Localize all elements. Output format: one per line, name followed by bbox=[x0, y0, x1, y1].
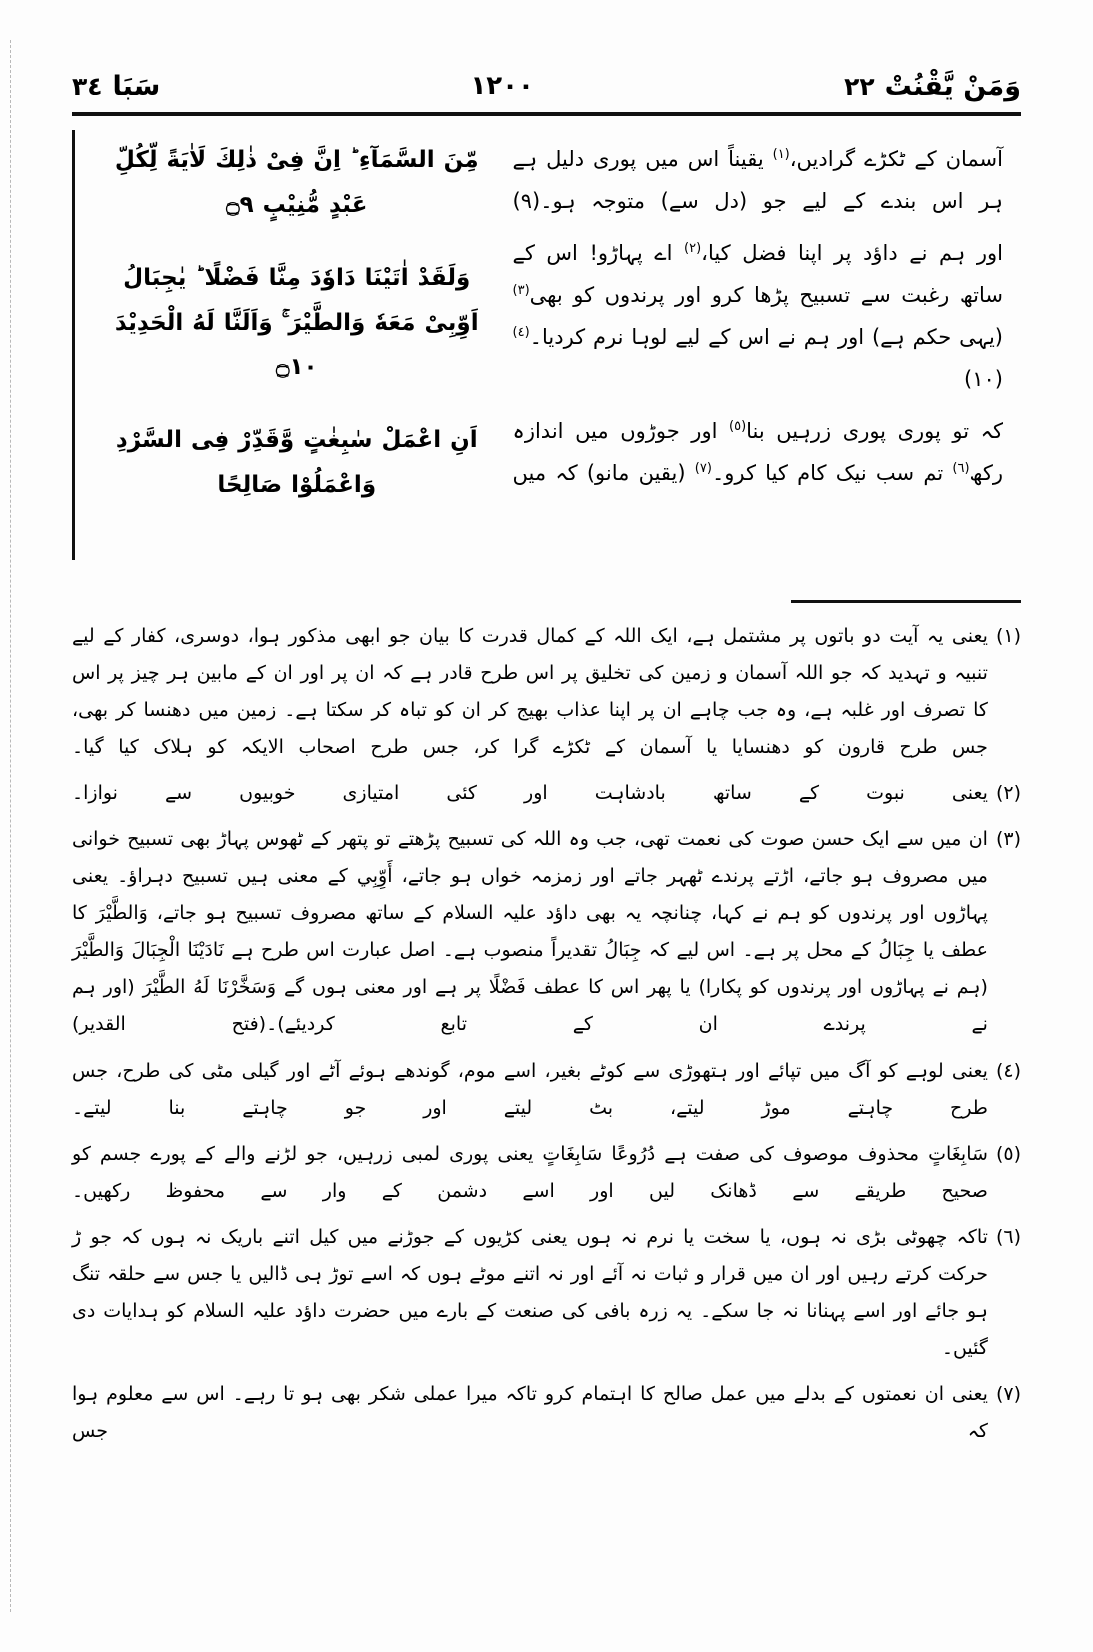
footnote-item bbox=[72, 1053, 1021, 1127]
footnote-marker: (٤) bbox=[995, 1059, 1021, 1082]
footnotes-section bbox=[72, 618, 1021, 1622]
scan-binding-edge bbox=[10, 40, 12, 1612]
header-divider bbox=[72, 112, 1021, 116]
footnote-ref: (١) bbox=[772, 147, 790, 162]
footnote-item bbox=[72, 775, 1021, 812]
translation-paragraph bbox=[513, 410, 1003, 494]
footnote-item bbox=[72, 1219, 1021, 1367]
translation-segment: تم سب نیک کام کیا کرو۔ bbox=[711, 461, 944, 485]
translation-paragraph bbox=[513, 138, 1003, 222]
urdu-translation-column bbox=[509, 130, 1021, 560]
footnote-text: یعنی یہ آیت دو باتوں پر مشتمل ہے، ایک اللہ کے کمال قدرت کا بیان جو ابھی مذکور ہوا، دوسری، کفار کے لیے تنبیہ و تہدید کہ جو اللہ آسمان و زمین کی تخلیق پر اس طرح قادر ہے کہ ان پر اور ان کے مابین ہر چیز پر اس کا تصرف اور غلبہ ہے، وہ جب چاہے ان پر اپنا عذاب بھیج کر ان کو تباہ کر سکتا ہے۔ زمین میں دھنسا کر بھی، جس طرح قارون کو دھنسایا یا آسمان کے ٹکڑے گرا کر، جس طرح اصحاب الایکہ کو ہلاک کیا گیا۔ bbox=[72, 625, 988, 759]
surah-name: سَبَا bbox=[112, 70, 161, 102]
juz-title: وَمَنْ يَّقْنُتْ bbox=[884, 70, 1021, 102]
page-number: ١٢٠٠ bbox=[470, 71, 534, 101]
footnote-marker: (٦) bbox=[995, 1225, 1021, 1248]
footnote-text: سَابِغَاتٍ محذوف موصوف کی صفت ہے دُرُوعًا سَابِغَاتٍ یعنی پوری لمبی زرہیں، جو لڑنے والے کے پورے جسم کو صحیح طریقے سے ڈھانک لیں اور اسے دشمن کے وار سے محفوظ رکھیں۔ bbox=[72, 1142, 988, 1202]
juz-number: ٢٢ bbox=[844, 71, 875, 101]
ayah-text: مِّنَ السَّمَآءِ ؕ اِنَّ فِىْ ذٰلِكَ لَاٰيَةً لِّكُلِّ عَبْدٍ مُّنِيْبٍ ۝٩ bbox=[114, 147, 479, 218]
translation-paragraph bbox=[513, 232, 1003, 400]
translation-segment: اور جوڑوں میں اندازہ رکھ bbox=[512, 419, 1003, 485]
translation-segment: (١٠) bbox=[964, 367, 1003, 391]
ayah-text: اَنِ اعْمَلْ سٰبِغٰتٍ وَّقَدِّرْ فِى السَّرْدِ وَاعْمَلُوْا صَالِحًا bbox=[115, 427, 478, 499]
footnote-text: ان میں سے ایک حسن صوت کی نعمت تھی، جب وہ اللہ کی تسبیح پڑھتے تو پتھر کے ٹھوس پہاڑ بھی تسبیح خوانی میں مصروف ہو جاتے، اڑتے پرندے ٹھہر جاتے اور زمزمہ خواں ہو جاتے، أَوِّبِي کے معنی ہیں تسبیح دہراؤ۔ یعنی پہاڑوں اور پرندوں کو ہم نے کہا، چنانچہ یہ بھی داؤد علیہ السلام کے ساتھ مصروف تسبیح ہو جاتے، وَالطَّيْرَ کا عطف یا جِبَالُ کے محل پر ہے۔ اس لیے کہ جِبَالُ تقدیراً منصوب ہے۔ اصل عبارت اس طرح ہے نَادَيْنَا الْجِبَالَ وَالطَّيْرَ (ہم نے پہاڑوں اور پرندوں کو پکارا) یا پھر اس کا عطف فَضْلًا پر ہے اور معنی ہوں گے وَسَخَّرْنَا لَهُ الطَّيْرَ (اور ہم نے پرندے ان کے تابع کردیئے)۔(فتح القدیر) bbox=[72, 828, 988, 1036]
header-right-group bbox=[844, 71, 1021, 102]
ayah-text: وَلَقَدْ اٰتَيْنَا دَاوٗدَ مِنَّا فَضْلًا ؕ يٰجِبَالُ اَوِّبِىْ مَعَهٗ وَالطَّيْرَ ۚ وَاَلَنَّا لَهُ الْحَدِيْدَ ۝١٠ bbox=[114, 264, 479, 381]
footnote-item bbox=[72, 821, 1021, 1043]
translation-segment: کہ تو پوری پوری زرہیں بنا bbox=[746, 419, 1003, 443]
footnote-item bbox=[72, 1136, 1021, 1210]
footnote-marker: (١) bbox=[995, 625, 1021, 647]
footnote-marker: (٧) bbox=[995, 1382, 1021, 1405]
footnote-ref: (٥) bbox=[729, 419, 747, 434]
footnote-ref: (٢) bbox=[684, 241, 702, 256]
footnote-text: یعنی لوہے کو آگ میں تپائے اور ہتھوڑی سے کوٹے بغیر، اسے موم، گوندھے ہوئے آٹے اور گیلی مٹی کی طرح، جس طرح چاہتے موڑ لیتے، بٹ لیتے اور جو چاہتے بنا لیتے۔ bbox=[72, 1059, 988, 1119]
footnote-item bbox=[72, 618, 1021, 766]
translation-segment: آسمان کے ٹکڑے گرادیں، bbox=[789, 147, 1003, 171]
footnote-ref: (٤) bbox=[512, 325, 530, 340]
page-header bbox=[72, 62, 1021, 110]
scripture-block bbox=[72, 130, 1021, 560]
translation-segment: (یہی حکم ہے) اور ہم نے اس کے لیے لوہا نرم کردیا۔ bbox=[529, 325, 1003, 349]
footnote-marker: (٢) bbox=[995, 782, 1021, 805]
footnote-text: یعنی ان نعمتوں کے بدلے میں عمل صالح کا اہتمام کرو تاکہ میرا عملی شکر بھی ہو تا رہے۔ اس سے معلوم ہوا کہ جس bbox=[72, 1382, 988, 1442]
translation-segment: اے پہاڑو! اس کے ساتھ رغبت سے تسبیح پڑھا کرو اور پرندوں کو بھی bbox=[512, 241, 1003, 307]
translation-segment: یقیناً اس میں پوری دلیل ہے ہر اس بندے کے لیے جو (دل سے) متوجہ ہو۔(٩) bbox=[512, 147, 1003, 213]
footnote-item bbox=[72, 1376, 1021, 1450]
footnote-ref: (٣) bbox=[512, 283, 530, 298]
translation-segment: (یقین مانو) کہ میں bbox=[512, 461, 686, 485]
header-left-group bbox=[72, 71, 160, 102]
surah-number: ٣٤ bbox=[72, 71, 103, 101]
footnote-divider bbox=[791, 600, 1021, 603]
footnote-text: تاکہ چھوٹی بڑی نہ ہوں، یا سخت یا نرم نہ ہوں یعنی کڑیوں کے جوڑنے میں کیل اتنے باریک نہ ہوں کہ جو ڑ حرکت کرتے رہیں اور ان میں قرار و ثبات نہ آئے اور نہ اتنے موٹے ہوں کہ اسے توڑ ہی ڈالیں یا جس سے حلقہ تنگ ہو جائے اور اسے پہنانا نہ جا سکے۔ یہ زرہ بافی کی صنعت کے بارے میں حضرت داؤد علیہ السلام کو ہدایات دی گئیں۔ bbox=[72, 1225, 988, 1359]
footnote-marker: (٥) bbox=[995, 1142, 1021, 1165]
arabic-column bbox=[72, 130, 509, 560]
footnote-ref: (٧) bbox=[694, 461, 712, 476]
translation-segment: اور ہم نے داؤد پر اپنا فضل کیا، bbox=[701, 241, 1003, 265]
footnote-marker: (٣) bbox=[995, 828, 1021, 851]
footnote-ref: (٦) bbox=[952, 461, 970, 476]
footnote-text: یعنی نبوت کے ساتھ بادشاہت اور کئی امتیازی خوبیوں سے نوازا۔ bbox=[72, 782, 988, 805]
